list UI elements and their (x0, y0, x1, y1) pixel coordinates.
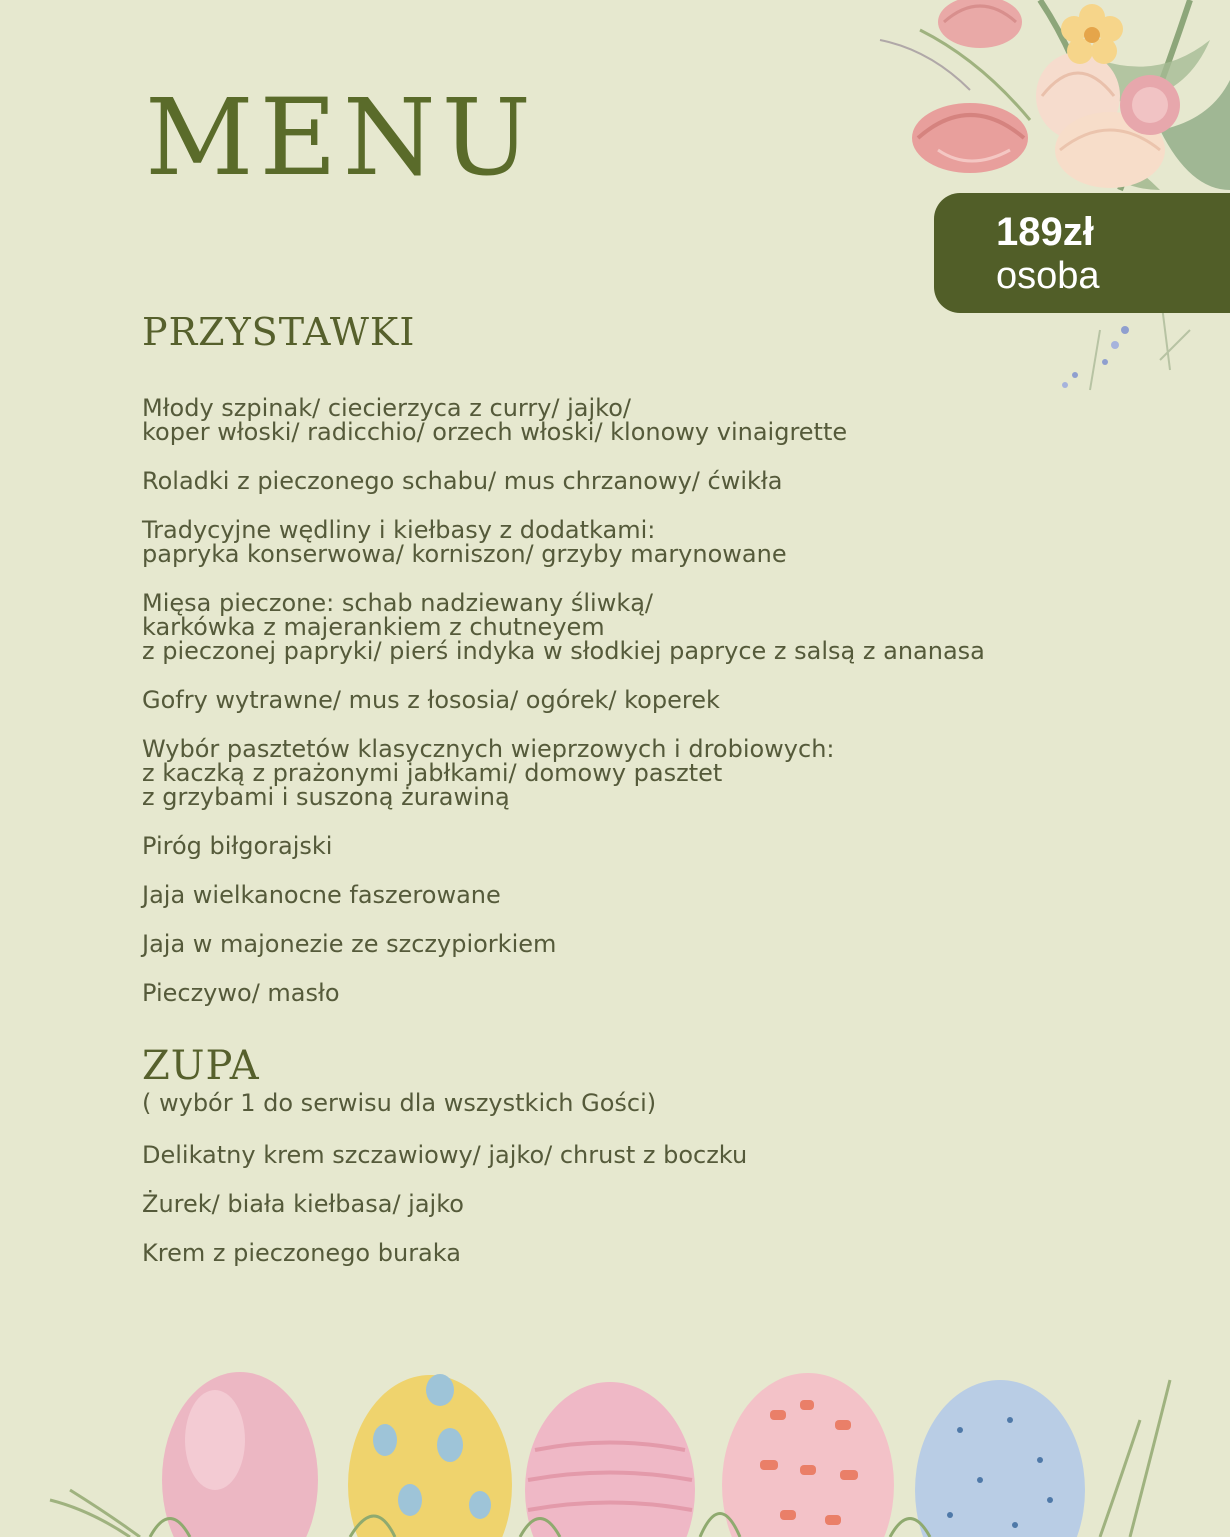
menu-item: Pieczywo/ masło (142, 979, 340, 1007)
menu-item: Wybór pasztetów klasycznych wieprzowych i drobiowych: z kaczką z prażonymi jabłkami/ domowy pasztet z grzybami i suszoną żurawiną (142, 735, 835, 811)
price-badge (934, 193, 1230, 313)
menu-item: Piróg biłgorajski (142, 832, 333, 860)
pink-striped-egg (525, 1382, 695, 1537)
menu-item: Żurek/ biała kiełbasa/ jajko (142, 1190, 464, 1218)
section-title-przystawki: PRZYSTAWKI (142, 310, 416, 354)
menu-title: MENU (145, 76, 537, 199)
coral-pattern-egg (722, 1373, 894, 1537)
pink-egg (162, 1372, 318, 1537)
section-note: ( wybór 1 do serwisu dla wszystkich Gości) (142, 1089, 657, 1117)
menu-item: Jaja wielkanocne faszerowane (142, 881, 501, 909)
blue-speckled-egg (915, 1380, 1085, 1537)
zupa-list (142, 1143, 747, 1290)
yellow-dotted-egg (348, 1374, 512, 1537)
price-amount: 189zł (996, 210, 1094, 254)
przystawki-list (142, 396, 985, 1030)
easter-eggs-illustration (0, 1340, 1230, 1537)
menu-item: Roladki z pieczonego schabu/ mus chrzanowy/ ćwikła (142, 467, 783, 495)
price-unit: osoba (996, 255, 1100, 297)
menu-item: Młody szpinak/ ciecierzyca z curry/ jajko/ koper włoski/ radicchio/ orzech włoski/ klonowy vinaigrette (142, 394, 848, 446)
menu-item: Mięsa pieczone: schab nadziewany śliwką/ karkówka z majerankiem z chutneyem z pieczonej papryki/ pierś indyka w słodkiej papryce z salsą z ananasa (142, 589, 985, 665)
menu-item: Jaja w majonezie ze szczypiorkiem (142, 930, 557, 958)
section-title-zupa: ZUPA (142, 1043, 260, 1089)
menu-item: Tradycyjne wędliny i kiełbasy z dodatkami: papryka konserwowa/ korniszon/ grzyby marynowane (142, 516, 787, 568)
menu-item: Gofry wytrawne/ mus z łososia/ ogórek/ koperek (142, 686, 720, 714)
menu-item: Delikatny krem szczawiowy/ jajko/ chrust z boczku (142, 1141, 748, 1169)
menu-item: Krem z pieczonego buraka (142, 1239, 461, 1267)
